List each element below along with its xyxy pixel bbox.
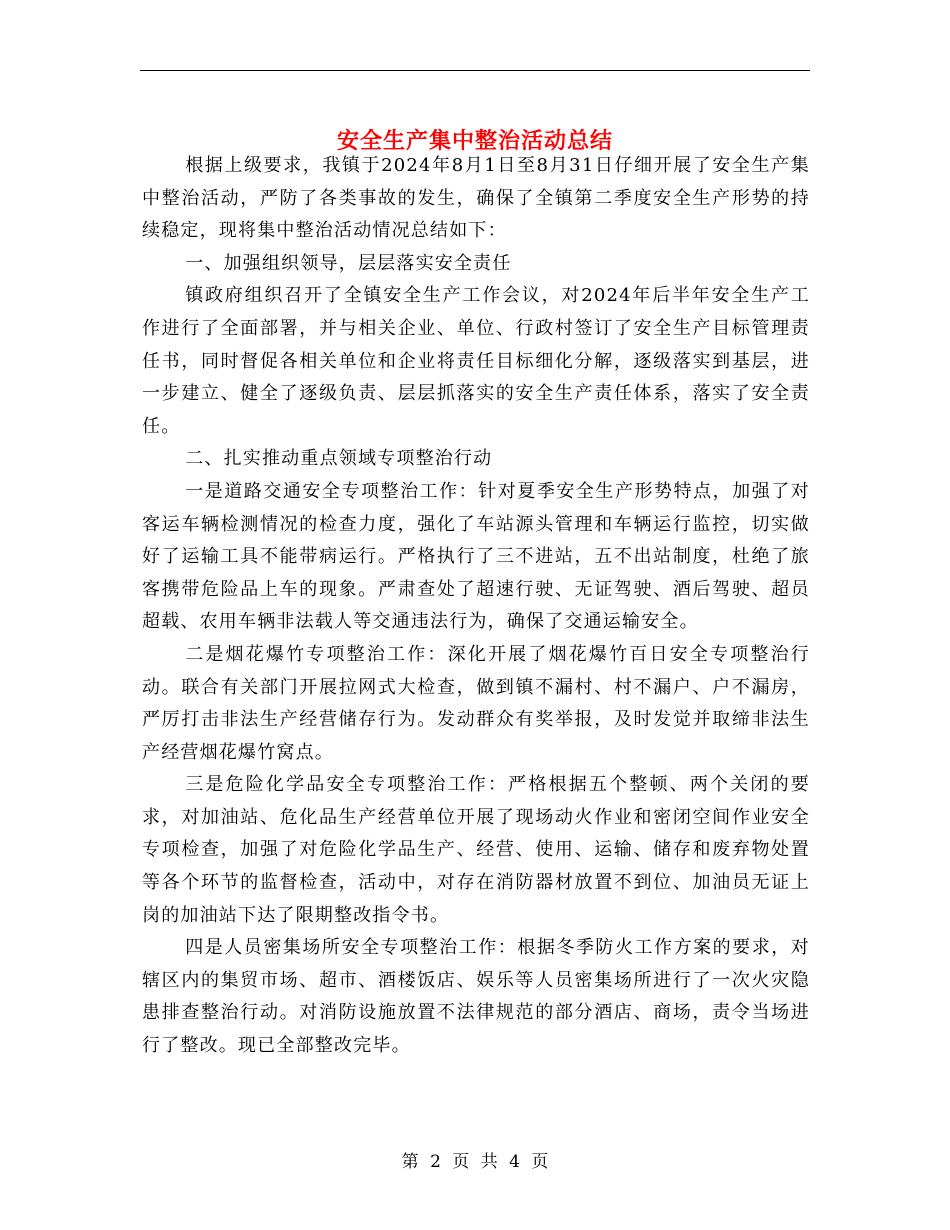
- fireworks-paragraph: 二是烟花爆竹专项整治工作：深化开展了烟花爆竹百日安全专项整治行动。联合有关部门开展拉网式大检查，做到镇不漏村、村不漏户、户不漏房，严厉打击非法生产经营储存行为。发动群众有奖举报，及时发觉并取缔非法生产经营烟花爆竹窝点。: [142, 643, 810, 763]
- traffic-safety-paragraph: 一是道路交通安全专项整治工作：针对夏季安全生产形势特点，加强了对客运车辆检测情况的检查力度，强化了车站源头管理和车辆运行监控，切实做好了运输工具不能带病运行。严格执行了三不进站，五不出站制度，杜绝了旅客携带危险品上车的现象。严肃查处了超速行驶、无证驾驶、酒后驾驶、超员超载、农用车辆非法载人等交通违法行为，确保了交通运输安全。: [142, 480, 810, 633]
- section-heading-1: 一、加强组织领导，层层落实安全责任: [185, 252, 512, 274]
- page-number-footer: 第 2 页 共 4 页: [401, 1152, 549, 1172]
- header-rule: [140, 70, 810, 71]
- section-1-paragraph: 镇政府组织召开了全镇安全生产工作会议，对2024年后半年安全生产工作进行了全面部署，并与相关企业、单位、行政村签订了安全生产目标管理责任书，同时督促各相关单位和企业将责任目标细化分解，逐级落实到基层，进一步建立、健全了逐级负责、层层抓落实的安全生产责任体系，落实了安全责任。: [142, 285, 810, 437]
- crowded-places-paragraph: 四是人员密集场所安全专项整治工作：根据冬季防火工作方案的要求，对辖区内的集贸市场、超市、酒楼饭店、娱乐等人员密集场所进行了一次火灾隐患排查整治行动。对消防设施放置不法律规范的部分酒店、商场，责令当场进行了整改。现已全部整改完毕。: [142, 937, 810, 1057]
- section-heading-2: 二、扎实推动重点领域专项整治行动: [185, 448, 493, 470]
- hazardous-chemicals-paragraph: 三是危险化学品安全专项整治工作：严格根据五个整顿、两个关闭的要求，对加油站、危化品生产经营单位开展了现场动火作业和密闭空间作业安全专项检查，加强了对危险化学品生产、经营、使用、运输、储存和废弃物处置等各个环节的监督检查，活动中，对存在消防器材放置不到位、加油员无证上岗的加油站下达了限期整改指令书。: [142, 774, 810, 926]
- document-title: 安全生产集中整治活动总结: [336, 127, 613, 154]
- intro-paragraph: 根据上级要求，我镇于2024年8月1日至8月31日仔细开展了安全生产集中整治活动，严防了各类事故的发生，确保了全镇第二季度安全生产形势的持续稳定，现将集中整治活动情况总结如下：: [142, 155, 810, 242]
- document-body: [142, 150, 810, 1063]
